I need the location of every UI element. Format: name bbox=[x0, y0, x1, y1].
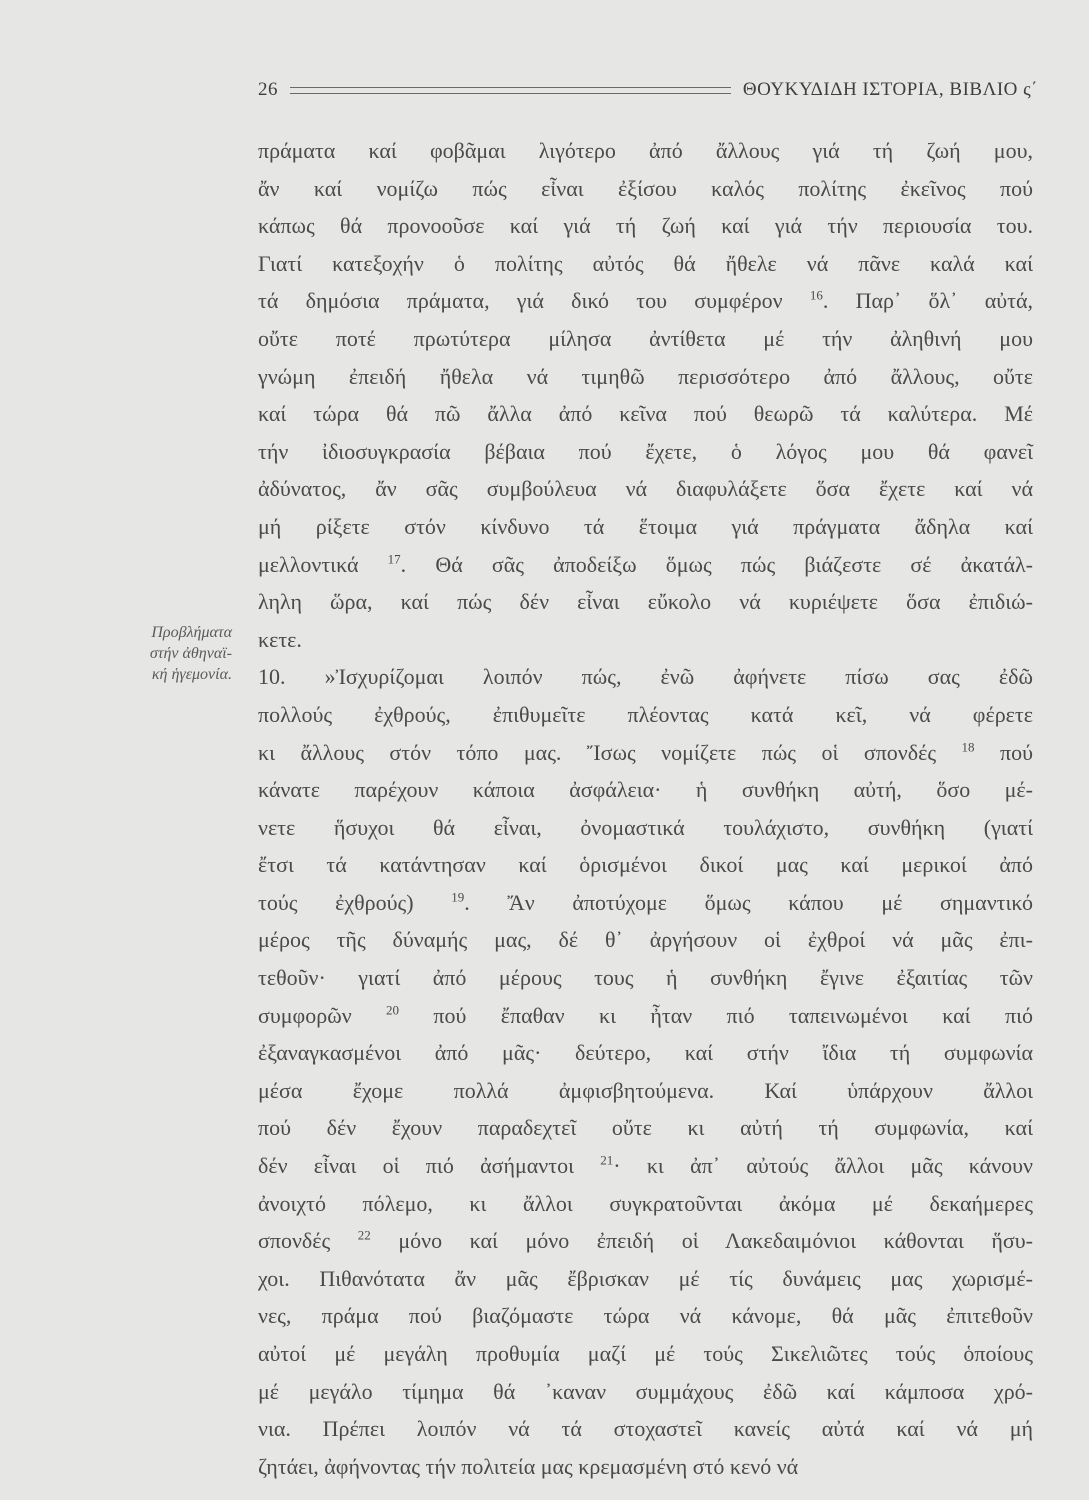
text-line: τά δημόσια πράματα, γιά δικό του συμφέρον $^{16}$. Παρ᾽ ὅλ᾽ αὐτά, bbox=[258, 288, 1034, 314]
header-rule bbox=[290, 87, 731, 94]
text-line: ἀδύνατος, ἄν σᾶς συμβούλευα νά διαφυλάξετε ὅσα ἔχετε καί νά bbox=[258, 476, 1033, 502]
text-line: κι ἄλλους στόν τόπο μας. Ἴσως νομίζετε πώς οἱ σπονδές $^{18}$ πού bbox=[258, 739, 1033, 765]
body-text bbox=[258, 132, 1033, 1485]
footnote-ref: 18 bbox=[961, 739, 975, 755]
text-line: ληλη ὥρα, καί πώς δέν εἶναι εὔκολο νά κυριέψετε ὅσα ἐπιδιώ- bbox=[258, 589, 1033, 615]
text-line: ἔτσι τά κατάντησαν καί ὁρισμένοι δικοί μας καί μερικοί ἀπό bbox=[258, 852, 1033, 878]
footnote-ref: 19 bbox=[451, 889, 465, 905]
text-line: γνώμη ἐπειδή ἤθελα νά τιμηθῶ περισσότερο ἀπό ἄλλους, οὔτε bbox=[258, 363, 1033, 389]
text-line: νια. Πρέπει λοιπόν νά τά στοχαστεῖ κανείς αὐτά καί νά μή bbox=[258, 1416, 1033, 1442]
text-line: μελλοντικά $^{17}$. Θά σᾶς ἀποδείξω ὅμως πώς βιάζεστε σέ ἀκατάλ- bbox=[258, 551, 1033, 577]
text-line: μέ μεγάλο τίμημα θά ᾽καναν συμμάχους ἐδῶ καί κάμποσα χρό- bbox=[258, 1378, 1033, 1404]
text-line: τεθοῦν· γιατί ἀπό μέρους τους ἡ συνθήκη ἔγινε ἐξαιτίας τῶν bbox=[258, 965, 1033, 991]
margin-note-line: στήν ἀθηναϊ- bbox=[149, 645, 232, 662]
running-title: ΘΟΥΚΥΔΙΔΗ ΙΣΤΟΡΙΑ, ΒΙΒΛΙΟ ς΄ bbox=[742, 79, 1038, 100]
text-line: μέσα ἔχομε πολλά ἀμφισβητούμενα. Καί ὑπάρχουν ἄλλοι bbox=[258, 1077, 1033, 1103]
text-line: κάνατε παρέχουν κάποια ἀσφάλεια· ἡ συνθήκη αὐτή, ὅσο μέ- bbox=[258, 777, 1033, 803]
margin-note-line: Προβλήματα bbox=[151, 624, 232, 641]
text-line: μέρος τῆς δύναμής μας, δέ θ᾽ ἀργήσουν οἱ ἐχθροί νά μᾶς ἐπι- bbox=[258, 927, 1033, 953]
text-line: σπονδές $^{22}$ μόνο καί μόνο ἐπειδή οἱ Λακεδαιμόνιοι κάθονται ἥσυ- bbox=[258, 1227, 1033, 1254]
footnote-ref: 20 bbox=[386, 1002, 400, 1018]
text-line: μή ρίξετε στόν κίνδυνο τά ἕτοιμα γιά πράγματα ἄδηλα καί bbox=[258, 513, 1033, 539]
footnote-ref: 17 bbox=[387, 551, 401, 567]
text-line: οὔτε ποτέ πρωτύτερα μίλησα ἀντίθετα μέ τήν ἀληθινή μου bbox=[258, 325, 1033, 351]
text-line: συμφορῶν $^{20}$ πού ἔπαθαν κι ἦταν πιό ταπεινωμένοι καί πιό bbox=[258, 1002, 1033, 1028]
text-line: κετε. bbox=[258, 626, 302, 652]
text-line: πού δέν ἔχουν παραδεχτεῖ οὔτε κι αὐτή τή συμφωνία, καί bbox=[258, 1115, 1033, 1141]
text-line: ἐξαναγκασμένοι ἀπό μᾶς· δεύτερο, καί στήν ἴδια τή συμφωνία bbox=[258, 1040, 1033, 1066]
running-header bbox=[258, 76, 1038, 104]
text-line: χοι. Πιθανότατα ἄν μᾶς ἔβρισκαν μέ τίς δυνάμεις μας χωρισμέ- bbox=[258, 1265, 1033, 1291]
text-line: 10. »Ἰσχυρίζομαι λοιπόν πώς, ἐνῶ ἀφήνετε πίσω σας ἐδῶ bbox=[258, 664, 1033, 690]
text-line: τήν ἰδιοσυγκρασία βέβαια πού ἔχετε, ὁ λόγος μου θά φανεῖ bbox=[258, 438, 1033, 464]
text-line: τούς ἐχθρούς) $^{19}$. Ἄν ἀποτύχομε ὅμως κάπου μέ σημαντικό bbox=[258, 889, 1033, 915]
text-line: δέν εἶναι οἱ πιό ἀσήμαντοι $^{21}$· κι ἀπ᾽ αὐτούς ἄλλοι μᾶς κάνουν bbox=[258, 1152, 1033, 1179]
text-line: νες, πράμα πού βιαζόμαστε τώρα νά κάνομε, θά μᾶς ἐπιτεθοῦν bbox=[258, 1303, 1033, 1329]
text-line: πολλούς ἐχθρούς, ἐπιθυμεῖτε πλέοντας κατά κεῖ, νά φέρετε bbox=[258, 701, 1033, 727]
footnote-ref: 16 bbox=[809, 288, 823, 304]
text-line: αὐτοί μέ μεγάλη προθυμία μαζί μέ τούς Σικελιῶτες τούς ὁποίους bbox=[258, 1341, 1033, 1366]
page-number: 26 bbox=[258, 79, 278, 100]
text-line: ἀνοιχτό πόλεμο, κι ἄλλοι συγκρατοῦνται ἀκόμα μέ δεκαήμερες bbox=[258, 1190, 1033, 1216]
footnote-ref: 22 bbox=[357, 1227, 371, 1243]
text-line: ἄν καί νομίζω πώς εἶναι ἐξίσου καλός πολίτης ἐκεῖνος πού bbox=[258, 175, 1033, 201]
text-line: καί τώρα θά πῶ ἄλλα ἀπό κεῖνα πού θεωρῶ τά καλύτερα. Μέ bbox=[258, 401, 1033, 427]
margin-note bbox=[82, 622, 232, 685]
text-line: κάπως θά προνοοῦσε καί γιά τή ζωή καί γιά τήν περιουσία του. bbox=[258, 213, 1033, 239]
margin-note-line: κή ἡγεμονία. bbox=[151, 666, 232, 683]
text-line: νετε ἥσυχοι θά εἶναι, ὀνομαστικά τουλάχιστο, συνθήκη (γιατί bbox=[258, 814, 1033, 840]
text-line: ζητάει, ἀφήνοντας τήν πολιτεία μας κρεμασμένη στό κενό νά bbox=[258, 1453, 799, 1479]
text-line: πράματα καί φοβᾶμαι λιγότερο ἀπό ἄλλους γιά τή ζωή μου, bbox=[258, 138, 1033, 163]
text-line: Γιατί κατεξοχήν ὁ πολίτης αὐτός θά ἤθελε νά πᾶνε καλά καί bbox=[258, 250, 1033, 276]
footnote-ref: 21 bbox=[600, 1152, 614, 1168]
